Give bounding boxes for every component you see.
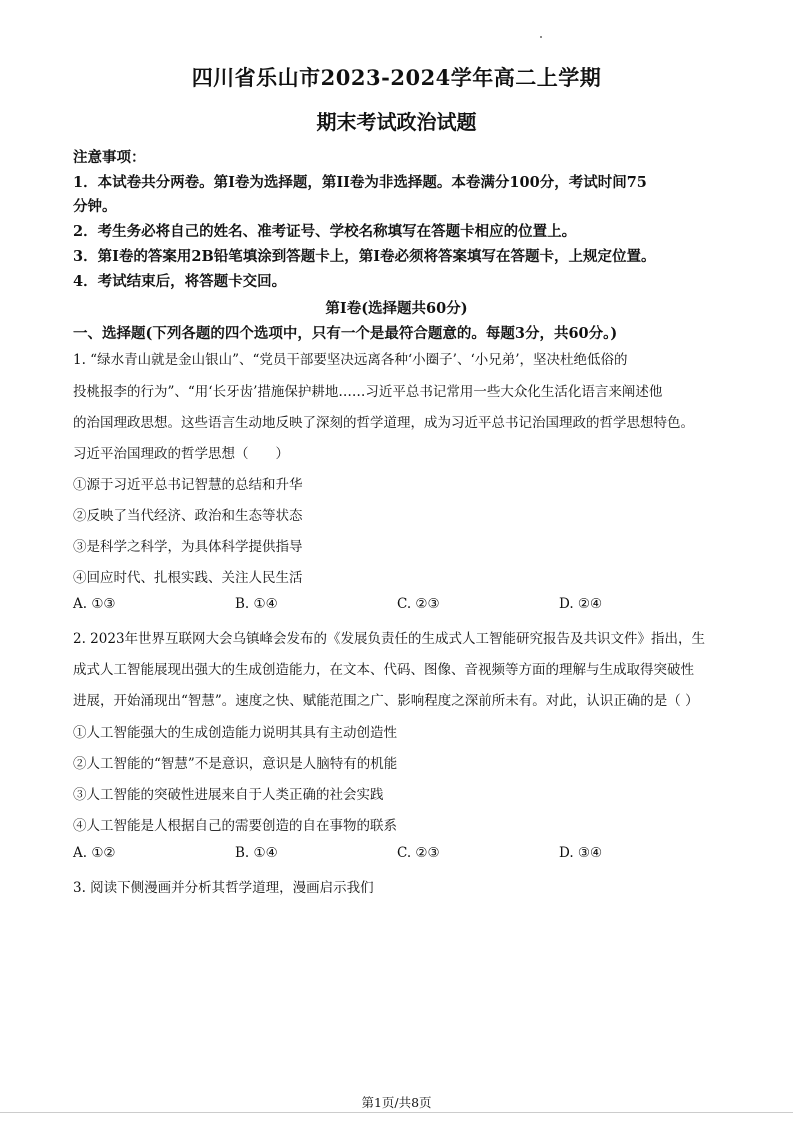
statement: ①源于习近平总书记智慧的总结和升华	[73, 477, 303, 493]
question-stem-line: 的治国理政思想。这些语言生动地反映了深刻的哲学道理，成为习近平总书记治国理政的哲学思想特色。	[73, 415, 694, 431]
scan-dot	[540, 36, 542, 38]
notice-item: 分钟。	[73, 198, 117, 215]
statement: ④人工智能是人根据自己的需要创造的自在事物的联系	[73, 818, 397, 834]
part-title: 一、选择题(下列各题的四个选项中，只有一个是最符合题意的。每题3分，共60分。)	[73, 325, 618, 342]
option-b: B. ①④	[235, 596, 278, 612]
question-stem-line: 1. “绿水青山就是金山银山”、“党员干部要坚决远离各种‘小圈子’、‘小兄弟’，坚决杜绝低俗的	[73, 352, 628, 368]
notice-label: 注意事项：	[73, 149, 146, 166]
option-c: C. ②③	[397, 845, 440, 861]
statement: ②人工智能的“智慧”不是意识，意识是人脑特有的机能	[73, 756, 398, 772]
question-stem-line: 3. 阅读下侧漫画并分析其哲学道理，漫画启示我们	[73, 880, 374, 896]
statement: ②反映了当代经济、政治和生态等状态	[73, 508, 303, 524]
statement: ④回应时代、扎根实践、关注人民生活	[73, 570, 303, 586]
notice-item: 2．考生务必将自己的姓名、准考证号、学校名称填写在答题卡相应的位置上。	[73, 223, 577, 240]
question-stem-line: 成式人工智能展现出强大的生成创造能力，在文本、代码、图像、音视频等方面的理解与生成取得突破性	[73, 662, 694, 678]
question-stem-line: 习近平治国理政的哲学思想（ ）	[73, 446, 289, 462]
statement: ③是科学之科学，为具体科学提供指导	[73, 539, 303, 555]
statement: ①人工智能强大的生成创造能力说明其具有主动创造性	[73, 725, 397, 741]
page-subtitle: 期末考试政治试题	[316, 110, 477, 134]
statement: ③人工智能的突破性进展来自于人类正确的社会实践	[73, 787, 384, 803]
option-d: D. ③④	[559, 845, 603, 861]
option-d: D. ②④	[559, 596, 603, 612]
question-stem-line: 2. 2023年世界互联网大会乌镇峰会发布的《发展负责任的生成式人工智能研究报告及共识文件》指出，生	[73, 631, 706, 647]
notice-item: 3．第Ⅰ卷的答案用2B铅笔填涂到答题卡上，第Ⅰ卷必须将答案填写在答题卡，上规定位置。	[73, 248, 656, 265]
section-title: 第Ⅰ卷(选择题共60分)	[325, 300, 468, 317]
option-b: B. ①④	[235, 845, 278, 861]
page-title: 四川省乐山市2023-2024学年高二上学期	[191, 65, 602, 90]
option-c: C. ②③	[397, 596, 440, 612]
question-stem-line: 投桃报李的行为”、“用‘长牙齿’措施保护耕地……习近平总书记常用一些大众化生活化语言来阐述他	[73, 384, 663, 400]
notice-item: 1．本试卷共分两卷。第Ⅰ卷为选择题，第II卷为非选择题。本卷满分100分，考试时间75	[73, 174, 647, 191]
footer-divider	[0, 1112, 793, 1113]
notice-item: 4．考试结束后，将答题卡交回。	[73, 273, 287, 290]
page-number: 第1页/共8页	[361, 1095, 432, 1110]
question-stem-line: 进展，开始涌现出“智慧”。速度之快、赋能范围之广、影响程度之深前所未有。对此，认识正确的是（ ）	[73, 693, 699, 709]
option-a: A. ①②	[73, 845, 116, 861]
option-a: A. ①③	[73, 596, 116, 612]
